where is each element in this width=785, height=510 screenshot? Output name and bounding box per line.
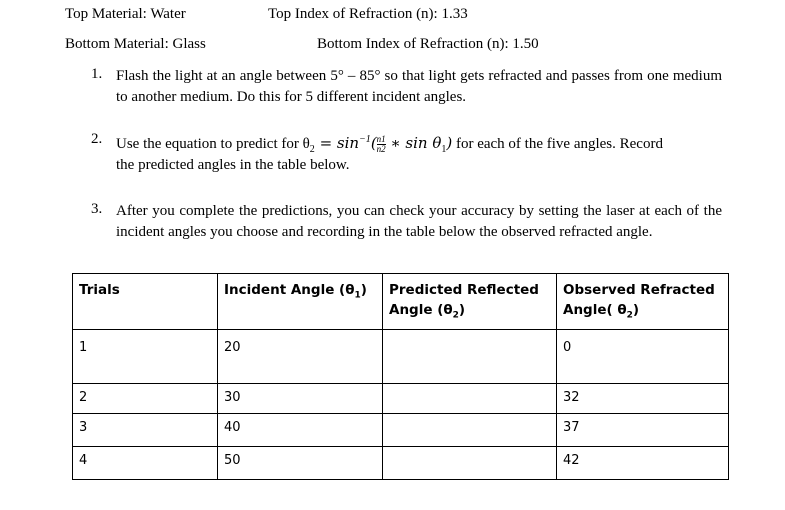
bottom-material: Bottom Material: Glass [65, 36, 206, 52]
cell-incident: 40 [218, 414, 383, 447]
theta2-subscript: 2 [309, 144, 315, 155]
cell-observed: 42 [557, 447, 729, 480]
theta1-subscript: 1 [441, 144, 447, 155]
equation-fraction [377, 135, 386, 154]
equation-equals-sin: = sin [314, 134, 360, 152]
cell-predicted[interactable] [383, 447, 557, 480]
table-row [73, 414, 729, 447]
step-1-text: Flash the light at an angle between 5° – 85° so that light gets refracted and passes from one medium to another medium. Do this for 5 different incident angles. [116, 68, 722, 105]
cell-observed: 37 [557, 414, 729, 447]
cell-incident: 50 [218, 447, 383, 480]
bottom-index: Bottom Index of Refraction (n): 1.50 [317, 36, 539, 52]
step-2-text-after: for each of the five angles. Record [452, 136, 663, 152]
cell-predicted[interactable] [383, 414, 557, 447]
equation-close-paren: ) [446, 134, 453, 152]
cell-observed: 32 [557, 384, 729, 414]
step-2-text-before: Use the equation to predict for θ [116, 136, 310, 152]
header-observed-angle: Observed Refracted Angle( $\theta_2$) [557, 274, 729, 330]
cell-trial: 2 [73, 384, 218, 414]
cell-trial: 3 [73, 414, 218, 447]
header-predicted-angle: Predicted Reflected Angle $(\theta_2)$ [383, 274, 557, 330]
cell-incident: 30 [218, 384, 383, 414]
step-3-number: 3. [91, 201, 103, 217]
table-row [73, 384, 729, 414]
cell-observed: 0 [557, 330, 729, 384]
cell-trial: 4 [73, 447, 218, 480]
top-material: Top Material: Water [65, 6, 186, 22]
cell-predicted[interactable] [383, 330, 557, 384]
cell-trial: 1 [73, 330, 218, 384]
table-header-row [73, 274, 729, 330]
table-row [73, 330, 729, 384]
top-index: Top Index of Refraction (n): 1.33 [268, 6, 468, 22]
angles-table [72, 273, 729, 480]
step-2-line-2: the predicted angles in the table below. [116, 157, 350, 173]
equation-inverse: −1 [359, 134, 371, 145]
step-3-text: After you complete the predictions, you can check your accuracy by setting the laser at each of the incident angles you choose and recording in the table below the observed refracted angle. [116, 203, 722, 240]
equation-open-paren: ( [370, 134, 377, 152]
fraction-denominator: n2 [376, 144, 386, 155]
header-trials: Trials [73, 274, 218, 330]
table-row [73, 447, 729, 480]
step-2-number: 2. [91, 131, 103, 147]
cell-predicted[interactable] [383, 384, 557, 414]
cell-incident: 20 [218, 330, 383, 384]
equation-times-sin-theta: ∗ sin θ [385, 134, 442, 152]
fraction-numerator: n1 [376, 134, 386, 145]
step-1-number: 1. [91, 66, 103, 82]
header-incident-angle: Incident Angle $(\theta_1)$ [218, 274, 383, 330]
